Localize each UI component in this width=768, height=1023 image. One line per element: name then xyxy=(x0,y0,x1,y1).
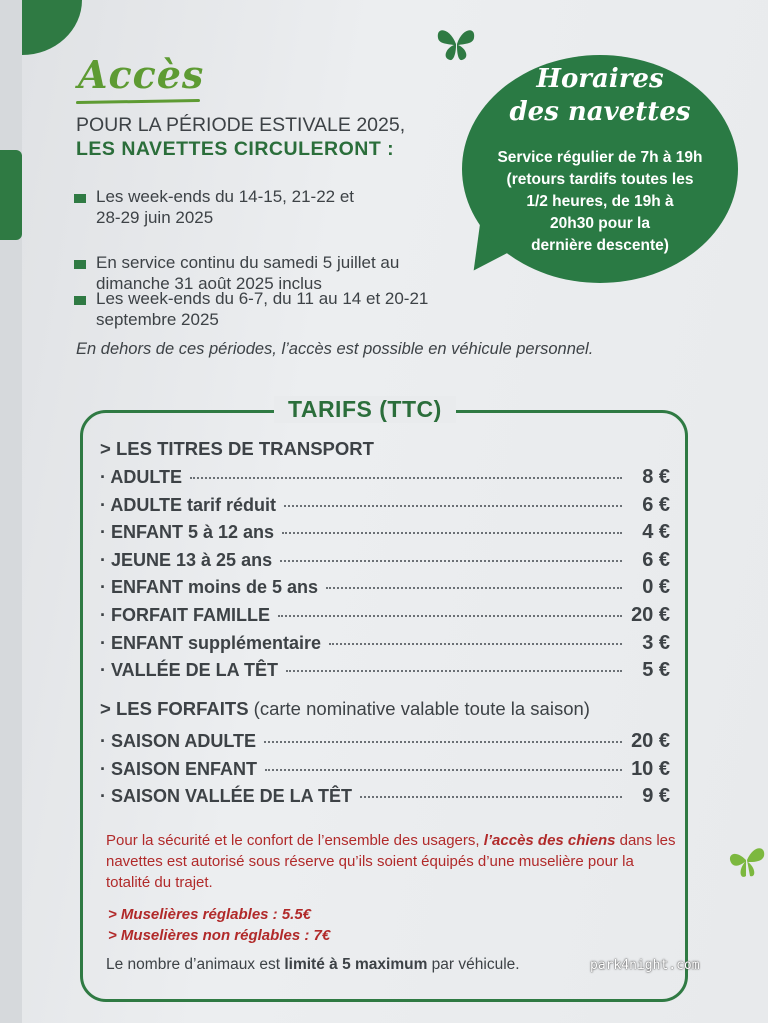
animals-text-end: par véhicule. xyxy=(427,956,520,973)
outside-period-note: En dehors de ces périodes, l’accès est possible en véhicule personnel. xyxy=(76,340,594,358)
dot-leader xyxy=(278,615,622,617)
bullet-square-icon xyxy=(74,260,86,269)
price-row xyxy=(100,494,670,522)
price-label: · SAISON ENFANT xyxy=(100,758,258,779)
horaires-line: 20h30 pour la xyxy=(550,215,650,232)
price-value: 10 € xyxy=(631,757,670,780)
price-label: · ENFANT moins de 5 ans xyxy=(100,577,319,598)
price-row xyxy=(100,758,670,786)
dot-leader xyxy=(282,532,622,534)
period-line-2: LES NAVETTES CIRCULERONT : xyxy=(76,138,395,160)
price-label: · ENFANT 5 à 12 ans xyxy=(100,522,275,543)
animals-text-bold: limité à 5 maximum xyxy=(284,956,428,973)
price-row xyxy=(100,521,670,549)
forfaits-heading xyxy=(100,698,590,720)
forfaits-heading-label: > LES FORFAITS xyxy=(100,698,249,719)
butterfly-icon xyxy=(434,24,478,64)
horaires-line: dernière descente) xyxy=(531,237,669,254)
list-item xyxy=(74,186,374,228)
animals-text: Le nombre d’animaux est xyxy=(106,956,285,973)
price-value: 6 € xyxy=(642,548,670,571)
period-line-1: POUR LA PÉRIODE ESTIVALE 2025, xyxy=(76,114,406,136)
price-value: 5 € xyxy=(642,659,670,682)
horaires-title xyxy=(462,63,738,129)
list-item xyxy=(74,288,454,330)
dogs-text: Pour la sécurité et le confort de l’ensemble des usagers, xyxy=(106,832,484,849)
price-label: · VALLÉE DE LA TÊT xyxy=(100,660,278,681)
dogs-text-end: dans les navettes est autorisé sous réserve qu’ils soient équipés d’une muselière pour la totalité du trajet. xyxy=(106,832,676,891)
page-edge xyxy=(0,0,22,1023)
tarifs-heading: TARIFS (TTC) xyxy=(274,396,456,423)
dot-leader xyxy=(190,477,622,479)
list-item-text: Les week-ends du 14-15, 21-22 et 28-29 juin 2025 xyxy=(96,187,355,227)
horaires-line: 1/2 heures, de 19h à xyxy=(526,193,674,210)
dot-leader xyxy=(360,796,622,798)
price-value: 6 € xyxy=(642,493,670,516)
price-row xyxy=(100,576,670,604)
forfaits-list xyxy=(100,730,670,813)
price-row xyxy=(100,659,670,687)
price-value: 20 € xyxy=(631,730,670,752)
watermark: park4night.com xyxy=(590,958,700,973)
dot-leader xyxy=(326,587,622,589)
titres-heading: > LES TITRES DE TRANSPORT xyxy=(100,438,374,459)
price-row xyxy=(100,785,670,813)
dot-leader xyxy=(280,560,622,562)
butterfly-icon xyxy=(726,838,766,882)
dot-leader xyxy=(265,769,622,771)
forfaits-note: (carte nominative valable toute la saison) xyxy=(248,698,590,719)
price-value: 9 € xyxy=(642,785,670,808)
price-row xyxy=(100,549,670,577)
price-row xyxy=(100,632,670,660)
list-item-text: En service continu du samedi 5 juillet au dimanche 31 août 2025 inclus xyxy=(96,253,400,293)
titres-list xyxy=(100,466,670,687)
price-label: · SAISON ADULTE xyxy=(100,731,256,751)
dogs-notice xyxy=(106,830,678,893)
price-value: 20 € xyxy=(631,603,670,626)
animals-limit xyxy=(106,956,520,974)
horaires-text xyxy=(462,147,738,257)
price-value: 3 € xyxy=(642,631,670,654)
price-row xyxy=(100,730,670,758)
dot-leader xyxy=(286,670,622,672)
price-value: 4 € xyxy=(642,521,670,544)
dot-leader xyxy=(329,643,622,645)
price-label: · ADULTE xyxy=(100,467,182,487)
muzzle-line: > Muselières non réglables : 7€ xyxy=(108,927,331,944)
price-label: · FORFAIT FAMILLE xyxy=(100,604,270,625)
dot-leader xyxy=(264,741,622,743)
horaires-line: Service régulier de 7h à 19h xyxy=(497,149,703,166)
horaires-title-line-2: des navettes xyxy=(509,97,691,127)
acces-title: Accès xyxy=(78,52,205,97)
muzzle-prices xyxy=(108,904,330,946)
dot-leader xyxy=(284,505,622,507)
acces-title-underline xyxy=(76,99,200,104)
horaires-title-line-1: Horaires xyxy=(536,64,664,94)
price-row xyxy=(100,466,670,494)
green-swoosh xyxy=(22,0,82,55)
price-row xyxy=(100,604,670,632)
price-label: · JEUNE 13 à 25 ans xyxy=(100,549,273,570)
price-value: 8 € xyxy=(642,466,670,488)
list-item-text: Les week-ends du 6-7, du 11 au 14 et 20-21 septembre 2025 xyxy=(96,289,429,329)
muzzle-line: > Muselières réglables : 5.5€ xyxy=(108,906,312,923)
period-intro xyxy=(76,113,456,161)
price-value: 0 € xyxy=(642,576,670,599)
horaires-bubble xyxy=(462,55,738,283)
price-label: · SAISON VALLÉE DE LA TÊT xyxy=(100,786,353,807)
price-label: · ENFANT supplémentaire xyxy=(100,632,322,653)
horaires-line: (retours tardifs toutes les xyxy=(506,171,694,188)
bullet-square-icon xyxy=(74,194,86,203)
dogs-text-bold: l’accès des chiens xyxy=(483,832,616,849)
price-label: · ADULTE tarif réduit xyxy=(100,494,276,515)
bullet-square-icon xyxy=(74,296,86,305)
